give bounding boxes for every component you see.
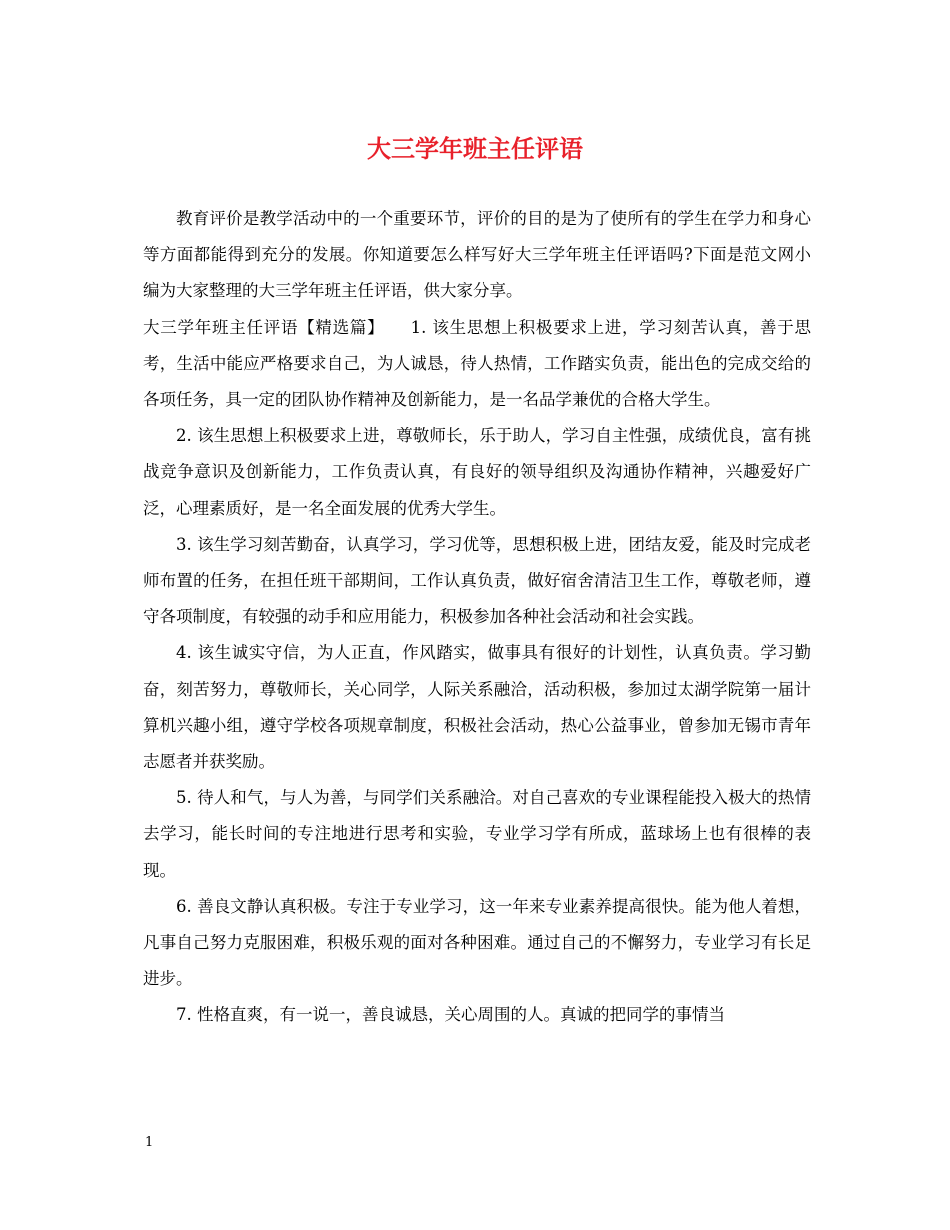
page-number: 1 (145, 1135, 154, 1150)
comment-paragraph-7: 7. 性格直爽，有一说一，善良诚恳，关心周围的人。真诚的把同学的事情当 (176, 1005, 725, 1025)
document-title: 大三学年班主任评语 (367, 134, 583, 163)
document-body (143, 201, 811, 1034)
comment-paragraph-4: 4. 该生诚实守信，为人正直，作风踏实，做事具有很好的计划性，认真负责。学习勤奋，刻苦努力，尊敬师长，关心同学，人际关系融洽，活动积极，参加过太湖学院第一届计算机兴趣小组，遵守学校各项规章制度，积极社会活动，热心公益事业，曾参加无锡市青年志愿者并获奖励。 (143, 643, 811, 772)
comment-paragraph-2: 2. 该生思想上积极要求上进，尊敬师长，乐于助人，学习自主性强，成绩优良，富有挑战竞争意识及创新能力，工作负责认真，有良好的领导组织及沟通协作精神，兴趣爱好广泛，心理素质好，是一名全面发展的优秀大学生。 (143, 426, 811, 518)
comment-paragraph-1: 大三学年班主任评语【精选篇】 1. 该生思想上积极要求上进，学习刻苦认真，善于思考，生活中能应严格要求自己，为人诚恳，待人热情，工作踏实负责，能出色的完成交给的各项任务，具一定的团队协作精神及创新能力，是一名品学兼优的合格大学生。 (143, 317, 811, 410)
comment-paragraph-3: 3. 该生学习刻苦勤奋，认真学习，学习优等，思想积极上进，团结友爱，能及时完成老师布置的任务，在担任班干部期间，工作认真负责，做好宿舍清洁卫生工作，尊敬老师，遵守各项制度，有较强的动手和应用能力，积极参加各种社会活动和社会实践。 (143, 534, 811, 627)
comment-paragraph-6: 6. 善良文静认真积极。专注于专业学习，这一年来专业素养提高很快。能为他人着想，凡事自己努力克服困难，积极乐观的面对各种困难。通过自己的不懈努力，专业学习有长足进步。 (143, 896, 811, 989)
intro-paragraph: 教育评价是教学活动中的一个重要环节，评价的目的是为了使所有的学生在学力和身心等方面都能得到充分的发展。你知道要怎么样写好大三学年班主任评语吗?下面是范文网小编为大家整理的大三学年班主任评语，供大家分享。 (143, 209, 811, 301)
comment-paragraph-5: 5. 待人和气，与人为善，与同学们关系融洽。对自己喜欢的专业课程能投入极大的热情去学习，能长时间的专注地进行思考和实验，专业学习学有所成，蓝球场上也有很棒的表现。 (143, 788, 811, 880)
